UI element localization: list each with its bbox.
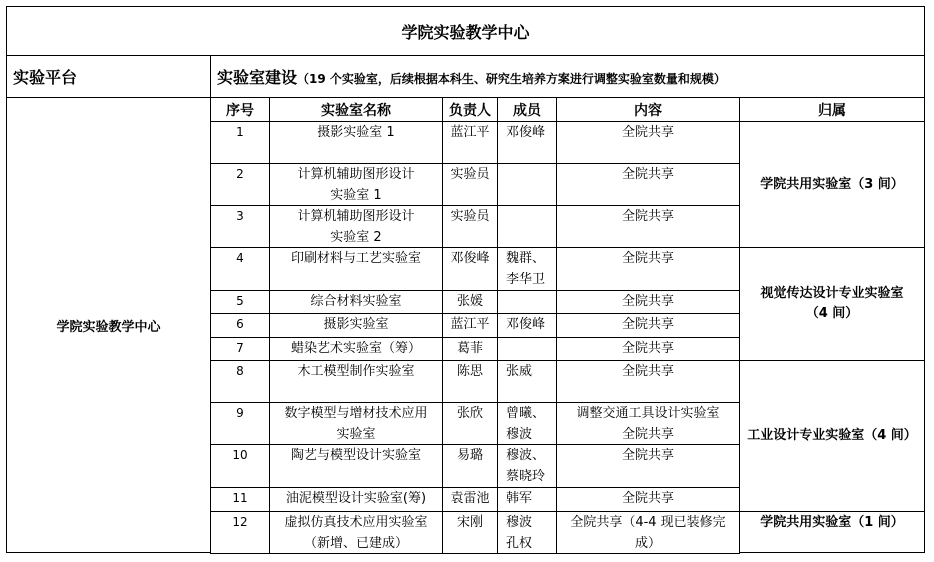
cell-index — [210, 290, 270, 314]
cell-index — [210, 511, 270, 554]
cell-content-text: 全院共享 — [621, 294, 674, 309]
cell-lead-text: 宋刚 — [456, 515, 483, 530]
col-header-belongs-text: 归属 — [818, 102, 846, 119]
cell-content — [556, 313, 740, 338]
cell-lead — [442, 313, 498, 338]
col-header-name-text: 实验室名称 — [321, 102, 391, 119]
cell-name — [269, 444, 443, 488]
cell-name-text: 摄影实验室 1 — [317, 125, 395, 140]
cell-content-text: 全院共享（4-4 现已装修完 成） — [570, 515, 726, 551]
cell-lead-text: 实验员 — [450, 209, 490, 224]
col-header-index-text: 序号 — [226, 102, 254, 119]
cell-index — [210, 247, 270, 291]
cell-name — [269, 247, 443, 291]
cell-name-text: 综合材料实验室 — [310, 294, 402, 309]
group-cell-shared-1 — [739, 511, 925, 553]
cell-name-text: 计算机辅助图形设计 实验室 2 — [297, 209, 415, 245]
construction-label: 实验室建设 — [217, 68, 298, 87]
col-header-lead — [442, 97, 498, 122]
cell-content — [556, 360, 740, 403]
cell-lead-text: 实验员 — [450, 167, 490, 182]
cell-lead-text: 张媛 — [456, 294, 483, 309]
cell-lead-text: 葛菲 — [456, 341, 483, 356]
cell-name — [269, 511, 443, 554]
col-header-content — [556, 97, 740, 122]
cell-index-text: 2 — [236, 167, 244, 181]
cell-content-text: 全院共享 — [621, 209, 674, 224]
group-label: 学院共用实验室（1 间） — [760, 515, 904, 530]
cell-members-text: 穆波 孔权 — [506, 515, 533, 551]
cell-name-text: 计算机辅助图形设计 实验室 1 — [297, 167, 415, 203]
cell-index — [210, 337, 270, 361]
cell-content — [556, 121, 740, 164]
cell-lead — [442, 444, 498, 488]
cell-members-text: 邓俊峰 — [506, 125, 546, 140]
cell-members-text: 韩军 — [506, 491, 533, 506]
cell-name — [269, 290, 443, 314]
group-label: 视觉传达设计专业实验室 （4 间） — [760, 286, 904, 321]
cell-index — [210, 444, 270, 488]
cell-members — [497, 313, 557, 338]
cell-content-text: 全院共享 — [621, 491, 674, 506]
cell-members — [497, 402, 557, 445]
cell-name — [269, 337, 443, 361]
cell-content-text: 全院共享 — [621, 448, 674, 463]
cell-lead — [442, 511, 498, 554]
cell-members — [497, 337, 557, 361]
platform-header — [6, 55, 211, 98]
cell-members-text: 魏群、 李华卫 — [506, 251, 546, 287]
cell-members — [497, 511, 557, 554]
cell-lead-text: 陈思 — [456, 364, 483, 379]
table-title — [6, 6, 925, 56]
cell-index — [210, 402, 270, 445]
cell-lead — [442, 360, 498, 403]
group-label: 学院共用实验室（3 间） — [760, 176, 904, 192]
cell-index-text: 9 — [236, 406, 244, 420]
cell-content — [556, 337, 740, 361]
cell-lead — [442, 290, 498, 314]
cell-lead — [442, 337, 498, 361]
cell-name — [269, 402, 443, 445]
cell-name — [269, 121, 443, 164]
cell-content-text: 调整交通工具设计实验室 全院共享 — [576, 406, 720, 442]
cell-index-text: 11 — [232, 491, 248, 505]
cell-lead — [442, 205, 498, 248]
cell-name — [269, 360, 443, 403]
cell-content — [556, 444, 740, 488]
col-header-content-text: 内容 — [634, 102, 662, 119]
group-cell-industrial-design — [739, 360, 925, 512]
col-header-index — [210, 97, 270, 122]
cell-content-text: 全院共享 — [621, 251, 674, 266]
cell-lead — [442, 121, 498, 164]
cell-name — [269, 313, 443, 338]
cell-lead-text: 袁雷池 — [450, 491, 490, 506]
cell-index — [210, 360, 270, 403]
cell-content-text: 全院共享 — [621, 167, 674, 182]
cell-index-text: 1 — [236, 125, 244, 139]
cell-content — [556, 487, 740, 512]
col-header-members — [497, 97, 557, 122]
cell-index-text: 10 — [232, 448, 248, 462]
cell-name — [269, 205, 443, 248]
cell-members — [497, 360, 557, 403]
cell-lead-text: 张欣 — [456, 406, 483, 421]
construction-note: （19 个实验室，后续根据本科生、研究生培养方案进行调整实验室数量和规模） — [297, 72, 726, 86]
cell-content-text: 全院共享 — [621, 341, 674, 356]
group-cell-shared-3 — [739, 121, 925, 248]
cell-lead-text: 易璐 — [456, 448, 483, 463]
col-header-lead-text: 负责人 — [449, 102, 491, 119]
cell-index — [210, 163, 270, 206]
cell-content — [556, 163, 740, 206]
col-header-name — [269, 97, 443, 122]
cell-name-text: 陶艺与模型设计实验室 — [290, 448, 421, 463]
group-cell-visual-communication — [739, 247, 925, 361]
cell-content — [556, 402, 740, 445]
cell-content-text: 全院共享 — [621, 317, 674, 332]
cell-content — [556, 247, 740, 291]
cell-index-text: 3 — [236, 209, 244, 223]
cell-index-text: 8 — [236, 364, 244, 378]
cell-members — [497, 247, 557, 291]
cell-index-text: 4 — [236, 251, 244, 265]
cell-index-text: 5 — [236, 294, 244, 308]
cell-members — [497, 487, 557, 512]
cell-members — [497, 163, 557, 206]
cell-name-text: 虚拟仿真技术应用实验室 （新增、已建成） — [284, 515, 428, 551]
cell-lead — [442, 247, 498, 291]
cell-name-text: 木工模型制作实验室 — [297, 364, 415, 379]
cell-name-text: 蜡染艺术实验室（筹） — [290, 341, 421, 356]
cell-lead-text: 蓝江平 — [450, 317, 490, 332]
cell-name-text: 印刷材料与工艺实验室 — [290, 251, 421, 266]
cell-name-text: 摄影实验室 — [323, 317, 389, 332]
cell-lead — [442, 163, 498, 206]
cell-index — [210, 313, 270, 338]
cell-members — [497, 121, 557, 164]
cell-index-text: 7 — [236, 341, 244, 355]
cell-content — [556, 290, 740, 314]
center-name-cell — [6, 97, 211, 553]
cell-lead-text: 蓝江平 — [450, 125, 490, 140]
cell-lead — [442, 487, 498, 512]
group-label: 工业设计专业实验室（4 间） — [747, 428, 917, 443]
cell-name — [269, 487, 443, 512]
cell-content-text: 全院共享 — [621, 125, 674, 140]
cell-members-text: 穆波、 蔡晓玲 — [506, 448, 546, 484]
cell-members — [497, 290, 557, 314]
col-header-members-text: 成员 — [513, 102, 541, 119]
platform-header-text: 实验平台 — [13, 68, 78, 87]
cell-index — [210, 121, 270, 164]
table-title-text: 学院实验教学中心 — [401, 22, 530, 42]
cell-members-text: 张威 — [506, 364, 533, 379]
cell-content-text: 全院共享 — [621, 364, 674, 379]
col-header-belongs — [739, 97, 925, 122]
cell-index-text: 12 — [232, 515, 248, 529]
cell-members-text: 邓俊峰 — [506, 317, 546, 332]
construction-header — [210, 55, 925, 98]
cell-content — [556, 511, 740, 554]
cell-content — [556, 205, 740, 248]
cell-name-text: 油泥模型设计实验室(筹) — [285, 491, 427, 506]
cell-lead — [442, 402, 498, 445]
cell-name — [269, 163, 443, 206]
cell-index-text: 6 — [236, 317, 244, 331]
cell-index — [210, 205, 270, 248]
center-name-text: 学院实验教学中心 — [56, 319, 161, 335]
cell-name-text: 数字模型与增材技术应用 实验室 — [284, 406, 428, 442]
cell-index — [210, 487, 270, 512]
cell-members — [497, 205, 557, 248]
cell-lead-text: 邓俊峰 — [450, 251, 490, 266]
cell-members-text: 曾曦、 穆波 — [506, 406, 546, 442]
cell-members — [497, 444, 557, 488]
